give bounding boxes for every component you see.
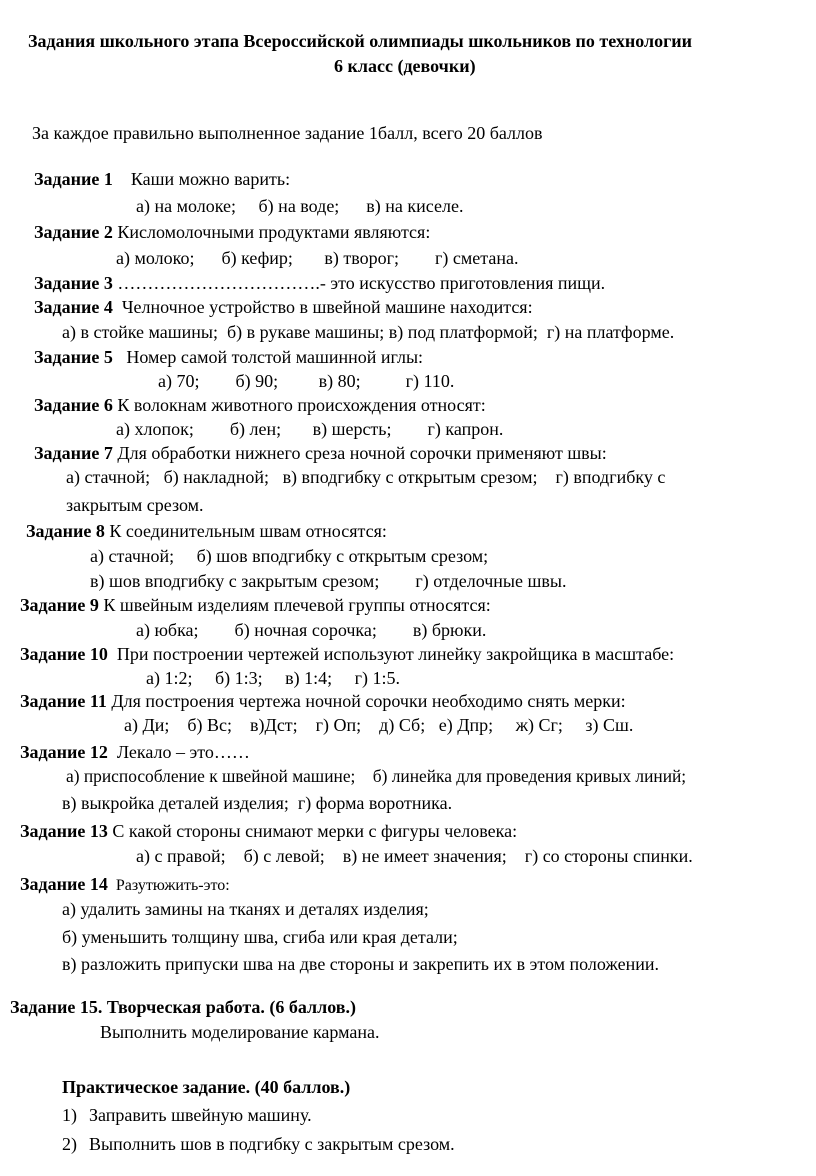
task-10-options: а) 1:2; б) 1:3; в) 1:4; г) 1:5.: [146, 668, 401, 688]
task-4-question: Задание 4 Челночное устройство в швейной машине находится:: [34, 297, 533, 317]
title-line-1: Задания школьного этапа Всероссийской олимпиады школьников по технологии: [28, 31, 693, 51]
task-13-options: а) с правой; б) с левой; в) не имеет значения; г) со стороны спинки.: [136, 846, 693, 866]
task-2-options: а) молоко; б) кефир; в) творог; г) сметана.: [116, 248, 519, 268]
task-15-title: Задание 15. Творческая работа. (6 баллов.): [10, 997, 357, 1017]
task-7-options-line-2: закрытым срезом.: [66, 495, 204, 515]
task-1-question: Задание 1 Каши можно варить:: [34, 169, 291, 189]
task-14-option-a: а) удалить замины на тканях и деталях изделия;: [62, 899, 429, 919]
task-14-question: Задание 14 Разутюжить-это:: [20, 874, 230, 894]
task-14-option-b: б) уменьшить толщину шва, сгиба или края детали;: [62, 927, 458, 947]
practical-title: Практическое задание. (40 баллов.): [62, 1077, 351, 1097]
task-3-question: Задание 3 …………………………….- это искусство приготовления пищи.: [34, 273, 606, 293]
practical-item-1: 1) Заправить швейную машину.: [62, 1105, 312, 1125]
task-5-options: а) 70; б) 90; в) 80; г) 110.: [158, 371, 455, 391]
title-line-2: 6 класс (девочки): [334, 56, 476, 76]
task-8-options-line-1: а) стачной; б) шов вподгибку с открытым срезом;: [90, 546, 489, 566]
task-8-options-line-2: в) шов вподгибку с закрытым срезом; г) отделочные швы.: [90, 571, 567, 591]
task-4-options: а) в стойке машины; б) в рукаве машины; в) под платформой; г) на платформе.: [62, 322, 675, 342]
task-5-question: Задание 5 Номер самой толстой машинной иглы:: [34, 347, 424, 367]
task-13-question: Задание 13 С какой стороны снимают мерки с фигуры человека:: [20, 821, 518, 841]
task-12-options-line-1: а) приспособление к швейной машине; б) линейка для проведения кривых линий;: [66, 766, 687, 786]
task-7-question: Задание 7 Для обработки нижнего среза ночной сорочки применяют швы:: [34, 443, 607, 463]
task-11-question: Задание 11 Для построения чертежа ночной сорочки необходимо снять мерки:: [20, 691, 626, 711]
task-9-options: а) юбка; б) ночная сорочка; в) брюки.: [136, 620, 487, 640]
task-14-option-c: в) разложить припуски шва на две стороны и закрепить их в этом положении.: [62, 954, 660, 974]
practical-item-2: 2) Выполнить шов в подгибку с закрытым срезом.: [62, 1134, 455, 1154]
task-9-question: Задание 9 К швейным изделиям плечевой группы относятся:: [20, 595, 491, 615]
task-12-question: Задание 12 Лекало – это……: [20, 742, 250, 762]
task-10-question: Задание 10 При построении чертежей используют линейку закройщика в масштабе:: [20, 644, 675, 664]
task-1-options: а) на молоке; б) на воде; в) на киселе.: [136, 196, 464, 216]
task-6-question: Задание 6 К волокнам животного происхождения относят:: [34, 395, 486, 415]
task-8-question: Задание 8 К соединительным швам относятся:: [26, 521, 387, 541]
task-2-question: Задание 2 Кисломолочными продуктами являются:: [34, 222, 431, 242]
task-6-options: а) хлопок; б) лен; в) шерсть; г) капрон.: [116, 419, 504, 439]
task-11-options: а) Ди; б) Вс; в)Дст; г) Оп; д) Сб; е) Дпр; ж) Сг; з) Сш.: [124, 715, 634, 735]
intro-text: За каждое правильно выполненное задание 1балл, всего 20 баллов: [32, 123, 543, 143]
task-12-options-line-2: в) выкройка деталей изделия; г) форма воротника.: [62, 793, 453, 813]
task-7-options-line-1: а) стачной; б) накладной; в) вподгибку с открытым срезом; г) вподгибку с: [66, 467, 666, 487]
task-15-text: Выполнить моделирование кармана.: [100, 1022, 380, 1042]
